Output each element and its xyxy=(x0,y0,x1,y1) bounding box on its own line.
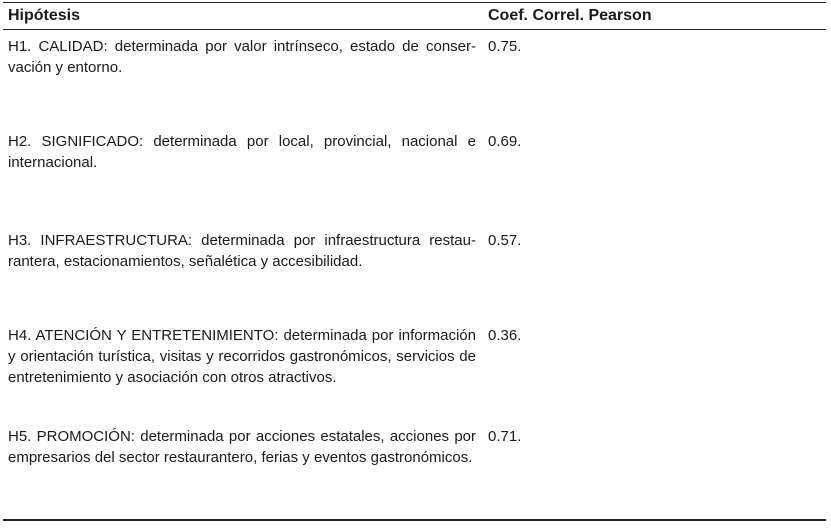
column-header-hypothesis: Hipótesis xyxy=(8,7,81,24)
hypothesis-cell: H1. CALIDAD: determinada por valor intrínseco, estado de conservación y entorno. xyxy=(8,38,476,76)
table-top-rule xyxy=(3,2,826,3)
table-bottom-rule xyxy=(3,519,826,521)
coefficient-cell: 0.71. xyxy=(488,428,522,445)
hypothesis-cell: H3. INFRAESTRUCTURA: determinada por infraestructura restaurantera, estacionamientos, señalética y accesibilidad. xyxy=(8,232,476,270)
hypothesis-cell: H5. PROMOCIÓN: determinada por acciones estatales, acciones por empresarios del sector restaurantero, ferias y eventos gastronómicos. xyxy=(8,428,476,466)
coefficient-cell: 0.57. xyxy=(488,232,522,249)
hypothesis-table xyxy=(3,0,826,524)
hypothesis-cell: H4. ATENCIÓN Y ENTRETENIMIENTO: determinada por información y orientación turística, visitas y recorridos gastronómicos, servicios de entretenimiento y asociación con otros atractivos. xyxy=(8,327,476,386)
coefficient-cell: 0.36. xyxy=(488,327,522,344)
header-rule xyxy=(3,29,826,30)
hypothesis-cell: H2. SIGNIFICADO: determinada por local, provincial, nacional e internacional. xyxy=(8,133,476,171)
column-header-coefficient: Coef. Correl. Pearson xyxy=(488,7,652,24)
coefficient-cell: 0.69. xyxy=(488,133,522,150)
coefficient-cell: 0.75. xyxy=(488,38,522,55)
